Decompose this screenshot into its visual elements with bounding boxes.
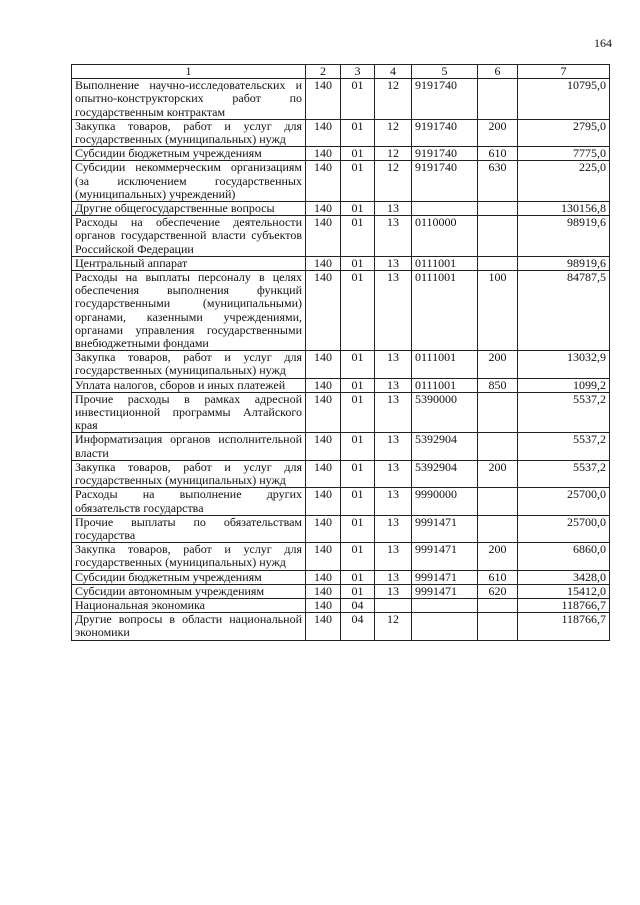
row-expense-type-cell bbox=[478, 79, 518, 120]
table-row bbox=[72, 216, 610, 257]
row-name-cell: Уплата налогов, сборов и иных платежей bbox=[72, 378, 306, 392]
row-section-cell: 01 bbox=[341, 216, 375, 257]
row-amount-cell: 98919,6 bbox=[518, 256, 610, 270]
row-section-cell: 01 bbox=[341, 460, 375, 487]
row-subsection-cell: 12 bbox=[375, 147, 412, 161]
row-target-article-cell: 9191740 bbox=[412, 161, 478, 202]
row-expense-type-cell: 100 bbox=[478, 271, 518, 351]
row-code-cell: 140 bbox=[306, 515, 341, 542]
row-section-cell: 01 bbox=[341, 119, 375, 146]
row-name-cell: Субсидии автономным учреждениям bbox=[72, 584, 306, 598]
row-code-cell: 140 bbox=[306, 271, 341, 351]
row-name-cell: Центральный аппарат bbox=[72, 256, 306, 270]
row-subsection-cell: 13 bbox=[375, 515, 412, 542]
row-name-cell: Прочие выплаты по обязательствам государства bbox=[72, 515, 306, 542]
row-target-article-cell bbox=[412, 202, 478, 216]
row-target-article-cell: 9990000 bbox=[412, 488, 478, 515]
row-section-cell: 01 bbox=[341, 515, 375, 542]
row-code-cell: 140 bbox=[306, 351, 341, 378]
row-name-cell: Субсидии некоммерческим организациям (за исключением государственных (муниципальных) учреждений) bbox=[72, 161, 306, 202]
column-header: 6 bbox=[478, 65, 518, 79]
table-row bbox=[72, 79, 610, 120]
row-code-cell: 140 bbox=[306, 543, 341, 570]
table-row bbox=[72, 351, 610, 378]
row-amount-cell: 5537,2 bbox=[518, 460, 610, 487]
row-expense-type-cell bbox=[478, 216, 518, 257]
table-row bbox=[72, 613, 610, 640]
row-name-cell: Выполнение научно-исследовательских и опытно-конструкторских работ по государственным контрактам bbox=[72, 79, 306, 120]
row-expense-type-cell bbox=[478, 488, 518, 515]
row-section-cell: 01 bbox=[341, 79, 375, 120]
row-code-cell: 140 bbox=[306, 119, 341, 146]
row-amount-cell: 5537,2 bbox=[518, 392, 610, 433]
row-code-cell: 140 bbox=[306, 161, 341, 202]
row-amount-cell: 10795,0 bbox=[518, 79, 610, 120]
row-target-article-cell: 0110000 bbox=[412, 216, 478, 257]
row-code-cell: 140 bbox=[306, 570, 341, 584]
row-name-cell: Расходы на выполнение других обязательств государства bbox=[72, 488, 306, 515]
row-subsection-cell: 12 bbox=[375, 79, 412, 120]
row-name-cell: Расходы на обеспечение деятельности органов государственной власти субъектов Российской Федерации bbox=[72, 216, 306, 257]
row-subsection-cell: 13 bbox=[375, 584, 412, 598]
row-section-cell: 01 bbox=[341, 433, 375, 460]
row-amount-cell: 2795,0 bbox=[518, 119, 610, 146]
row-target-article-cell: 9191740 bbox=[412, 79, 478, 120]
row-target-article-cell: 9191740 bbox=[412, 147, 478, 161]
row-target-article-cell: 5392904 bbox=[412, 460, 478, 487]
table-row bbox=[72, 460, 610, 487]
row-subsection-cell: 13 bbox=[375, 570, 412, 584]
row-subsection-cell: 13 bbox=[375, 256, 412, 270]
row-subsection-cell: 12 bbox=[375, 119, 412, 146]
row-amount-cell: 6860,0 bbox=[518, 543, 610, 570]
row-expense-type-cell bbox=[478, 515, 518, 542]
table-row bbox=[72, 598, 610, 612]
table-row bbox=[72, 161, 610, 202]
row-name-cell: Прочие расходы в рамках адресной инвестиционной программы Алтайского края bbox=[72, 392, 306, 433]
row-target-article-cell: 9991471 bbox=[412, 570, 478, 584]
table-row bbox=[72, 147, 610, 161]
row-section-cell: 01 bbox=[341, 202, 375, 216]
row-code-cell: 140 bbox=[306, 392, 341, 433]
row-target-article-cell: 5392904 bbox=[412, 433, 478, 460]
row-target-article-cell bbox=[412, 613, 478, 640]
row-target-article-cell: 9991471 bbox=[412, 543, 478, 570]
row-subsection-cell: 13 bbox=[375, 460, 412, 487]
row-name-cell: Другие общегосударственные вопросы bbox=[72, 202, 306, 216]
row-section-cell: 01 bbox=[341, 488, 375, 515]
row-name-cell: Другие вопросы в области национальной экономики bbox=[72, 613, 306, 640]
row-code-cell: 140 bbox=[306, 460, 341, 487]
table-row bbox=[72, 271, 610, 351]
row-code-cell: 140 bbox=[306, 433, 341, 460]
column-header: 7 bbox=[518, 65, 610, 79]
row-amount-cell: 25700,0 bbox=[518, 488, 610, 515]
row-amount-cell: 1099,2 bbox=[518, 378, 610, 392]
row-subsection-cell: 13 bbox=[375, 392, 412, 433]
row-expense-type-cell bbox=[478, 202, 518, 216]
row-amount-cell: 3428,0 bbox=[518, 570, 610, 584]
row-code-cell: 140 bbox=[306, 202, 341, 216]
row-target-article-cell: 9991471 bbox=[412, 515, 478, 542]
row-section-cell: 01 bbox=[341, 256, 375, 270]
row-subsection-cell: 12 bbox=[375, 613, 412, 640]
column-header: 2 bbox=[306, 65, 341, 79]
row-subsection-cell: 13 bbox=[375, 378, 412, 392]
row-code-cell: 140 bbox=[306, 598, 341, 612]
row-section-cell: 01 bbox=[341, 543, 375, 570]
table-row bbox=[72, 433, 610, 460]
row-target-article-cell: 9191740 bbox=[412, 119, 478, 146]
row-section-cell: 01 bbox=[341, 147, 375, 161]
row-name-cell: Закупка товаров, работ и услуг для государственных (муниципальных) нужд bbox=[72, 119, 306, 146]
row-amount-cell: 84787,5 bbox=[518, 271, 610, 351]
row-subsection-cell: 13 bbox=[375, 351, 412, 378]
row-expense-type-cell: 610 bbox=[478, 147, 518, 161]
row-target-article-cell: 5390000 bbox=[412, 392, 478, 433]
row-expense-type-cell bbox=[478, 433, 518, 460]
row-amount-cell: 25700,0 bbox=[518, 515, 610, 542]
table-row bbox=[72, 584, 610, 598]
row-amount-cell: 15412,0 bbox=[518, 584, 610, 598]
row-name-cell: Национальная экономика bbox=[72, 598, 306, 612]
table-row bbox=[72, 488, 610, 515]
row-expense-type-cell bbox=[478, 392, 518, 433]
column-header: 3 bbox=[341, 65, 375, 79]
row-subsection-cell: 13 bbox=[375, 216, 412, 257]
row-subsection-cell bbox=[375, 598, 412, 612]
row-code-cell: 140 bbox=[306, 488, 341, 515]
row-name-cell: Субсидии бюджетным учреждениям bbox=[72, 147, 306, 161]
row-section-cell: 01 bbox=[341, 161, 375, 202]
row-section-cell: 01 bbox=[341, 271, 375, 351]
row-name-cell: Информатизация органов исполнительной власти bbox=[72, 433, 306, 460]
row-amount-cell: 7775,0 bbox=[518, 147, 610, 161]
row-section-cell: 01 bbox=[341, 570, 375, 584]
column-header: 5 bbox=[412, 65, 478, 79]
row-expense-type-cell: 200 bbox=[478, 119, 518, 146]
row-expense-type-cell: 850 bbox=[478, 378, 518, 392]
row-amount-cell: 118766,7 bbox=[518, 598, 610, 612]
row-subsection-cell: 13 bbox=[375, 433, 412, 460]
row-amount-cell: 5537,2 bbox=[518, 433, 610, 460]
row-name-cell: Расходы на выплаты персоналу в целях обеспечения выполнения функций государственными (муниципальными) органами, казенными учреждениями, органами управления государственными внебюджетными фондами bbox=[72, 271, 306, 351]
row-amount-cell: 225,0 bbox=[518, 161, 610, 202]
table-row bbox=[72, 543, 610, 570]
row-code-cell: 140 bbox=[306, 147, 341, 161]
table-row bbox=[72, 119, 610, 146]
row-expense-type-cell: 200 bbox=[478, 351, 518, 378]
row-target-article-cell: 0111001 bbox=[412, 271, 478, 351]
row-name-cell: Закупка товаров, работ и услуг для государственных (муниципальных) нужд bbox=[72, 543, 306, 570]
row-subsection-cell: 13 bbox=[375, 543, 412, 570]
row-expense-type-cell: 200 bbox=[478, 543, 518, 570]
row-target-article-cell bbox=[412, 598, 478, 612]
row-section-cell: 01 bbox=[341, 351, 375, 378]
row-expense-type-cell bbox=[478, 256, 518, 270]
row-name-cell: Субсидии бюджетным учреждениям bbox=[72, 570, 306, 584]
row-expense-type-cell: 620 bbox=[478, 584, 518, 598]
table-row bbox=[72, 202, 610, 216]
row-name-cell: Закупка товаров, работ и услуг для государственных (муниципальных) нужд bbox=[72, 460, 306, 487]
row-code-cell: 140 bbox=[306, 79, 341, 120]
row-target-article-cell: 9991471 bbox=[412, 584, 478, 598]
row-target-article-cell: 0111001 bbox=[412, 378, 478, 392]
row-subsection-cell: 13 bbox=[375, 271, 412, 351]
row-code-cell: 140 bbox=[306, 216, 341, 257]
row-section-cell: 04 bbox=[341, 613, 375, 640]
row-amount-cell: 130156,8 bbox=[518, 202, 610, 216]
row-target-article-cell: 0111001 bbox=[412, 351, 478, 378]
row-section-cell: 01 bbox=[341, 378, 375, 392]
row-code-cell: 140 bbox=[306, 256, 341, 270]
row-section-cell: 01 bbox=[341, 584, 375, 598]
row-expense-type-cell: 630 bbox=[478, 161, 518, 202]
table-row bbox=[72, 515, 610, 542]
row-subsection-cell: 13 bbox=[375, 488, 412, 515]
budget-table bbox=[71, 64, 610, 641]
row-amount-cell: 13032,9 bbox=[518, 351, 610, 378]
row-expense-type-cell bbox=[478, 613, 518, 640]
column-header: 1 bbox=[72, 65, 306, 79]
row-code-cell: 140 bbox=[306, 584, 341, 598]
page-number: 164 bbox=[594, 36, 612, 50]
header-row bbox=[72, 65, 610, 79]
row-amount-cell: 118766,7 bbox=[518, 613, 610, 640]
row-expense-type-cell: 610 bbox=[478, 570, 518, 584]
table-row bbox=[72, 256, 610, 270]
row-section-cell: 01 bbox=[341, 392, 375, 433]
row-amount-cell: 98919,6 bbox=[518, 216, 610, 257]
table-row bbox=[72, 378, 610, 392]
row-section-cell: 04 bbox=[341, 598, 375, 612]
column-header: 4 bbox=[375, 65, 412, 79]
row-code-cell: 140 bbox=[306, 613, 341, 640]
row-expense-type-cell bbox=[478, 598, 518, 612]
row-subsection-cell: 12 bbox=[375, 161, 412, 202]
row-subsection-cell: 13 bbox=[375, 202, 412, 216]
table-row bbox=[72, 570, 610, 584]
row-target-article-cell: 0111001 bbox=[412, 256, 478, 270]
row-name-cell: Закупка товаров, работ и услуг для государственных (муниципальных) нужд bbox=[72, 351, 306, 378]
row-code-cell: 140 bbox=[306, 378, 341, 392]
table-row bbox=[72, 392, 610, 433]
row-expense-type-cell: 200 bbox=[478, 460, 518, 487]
